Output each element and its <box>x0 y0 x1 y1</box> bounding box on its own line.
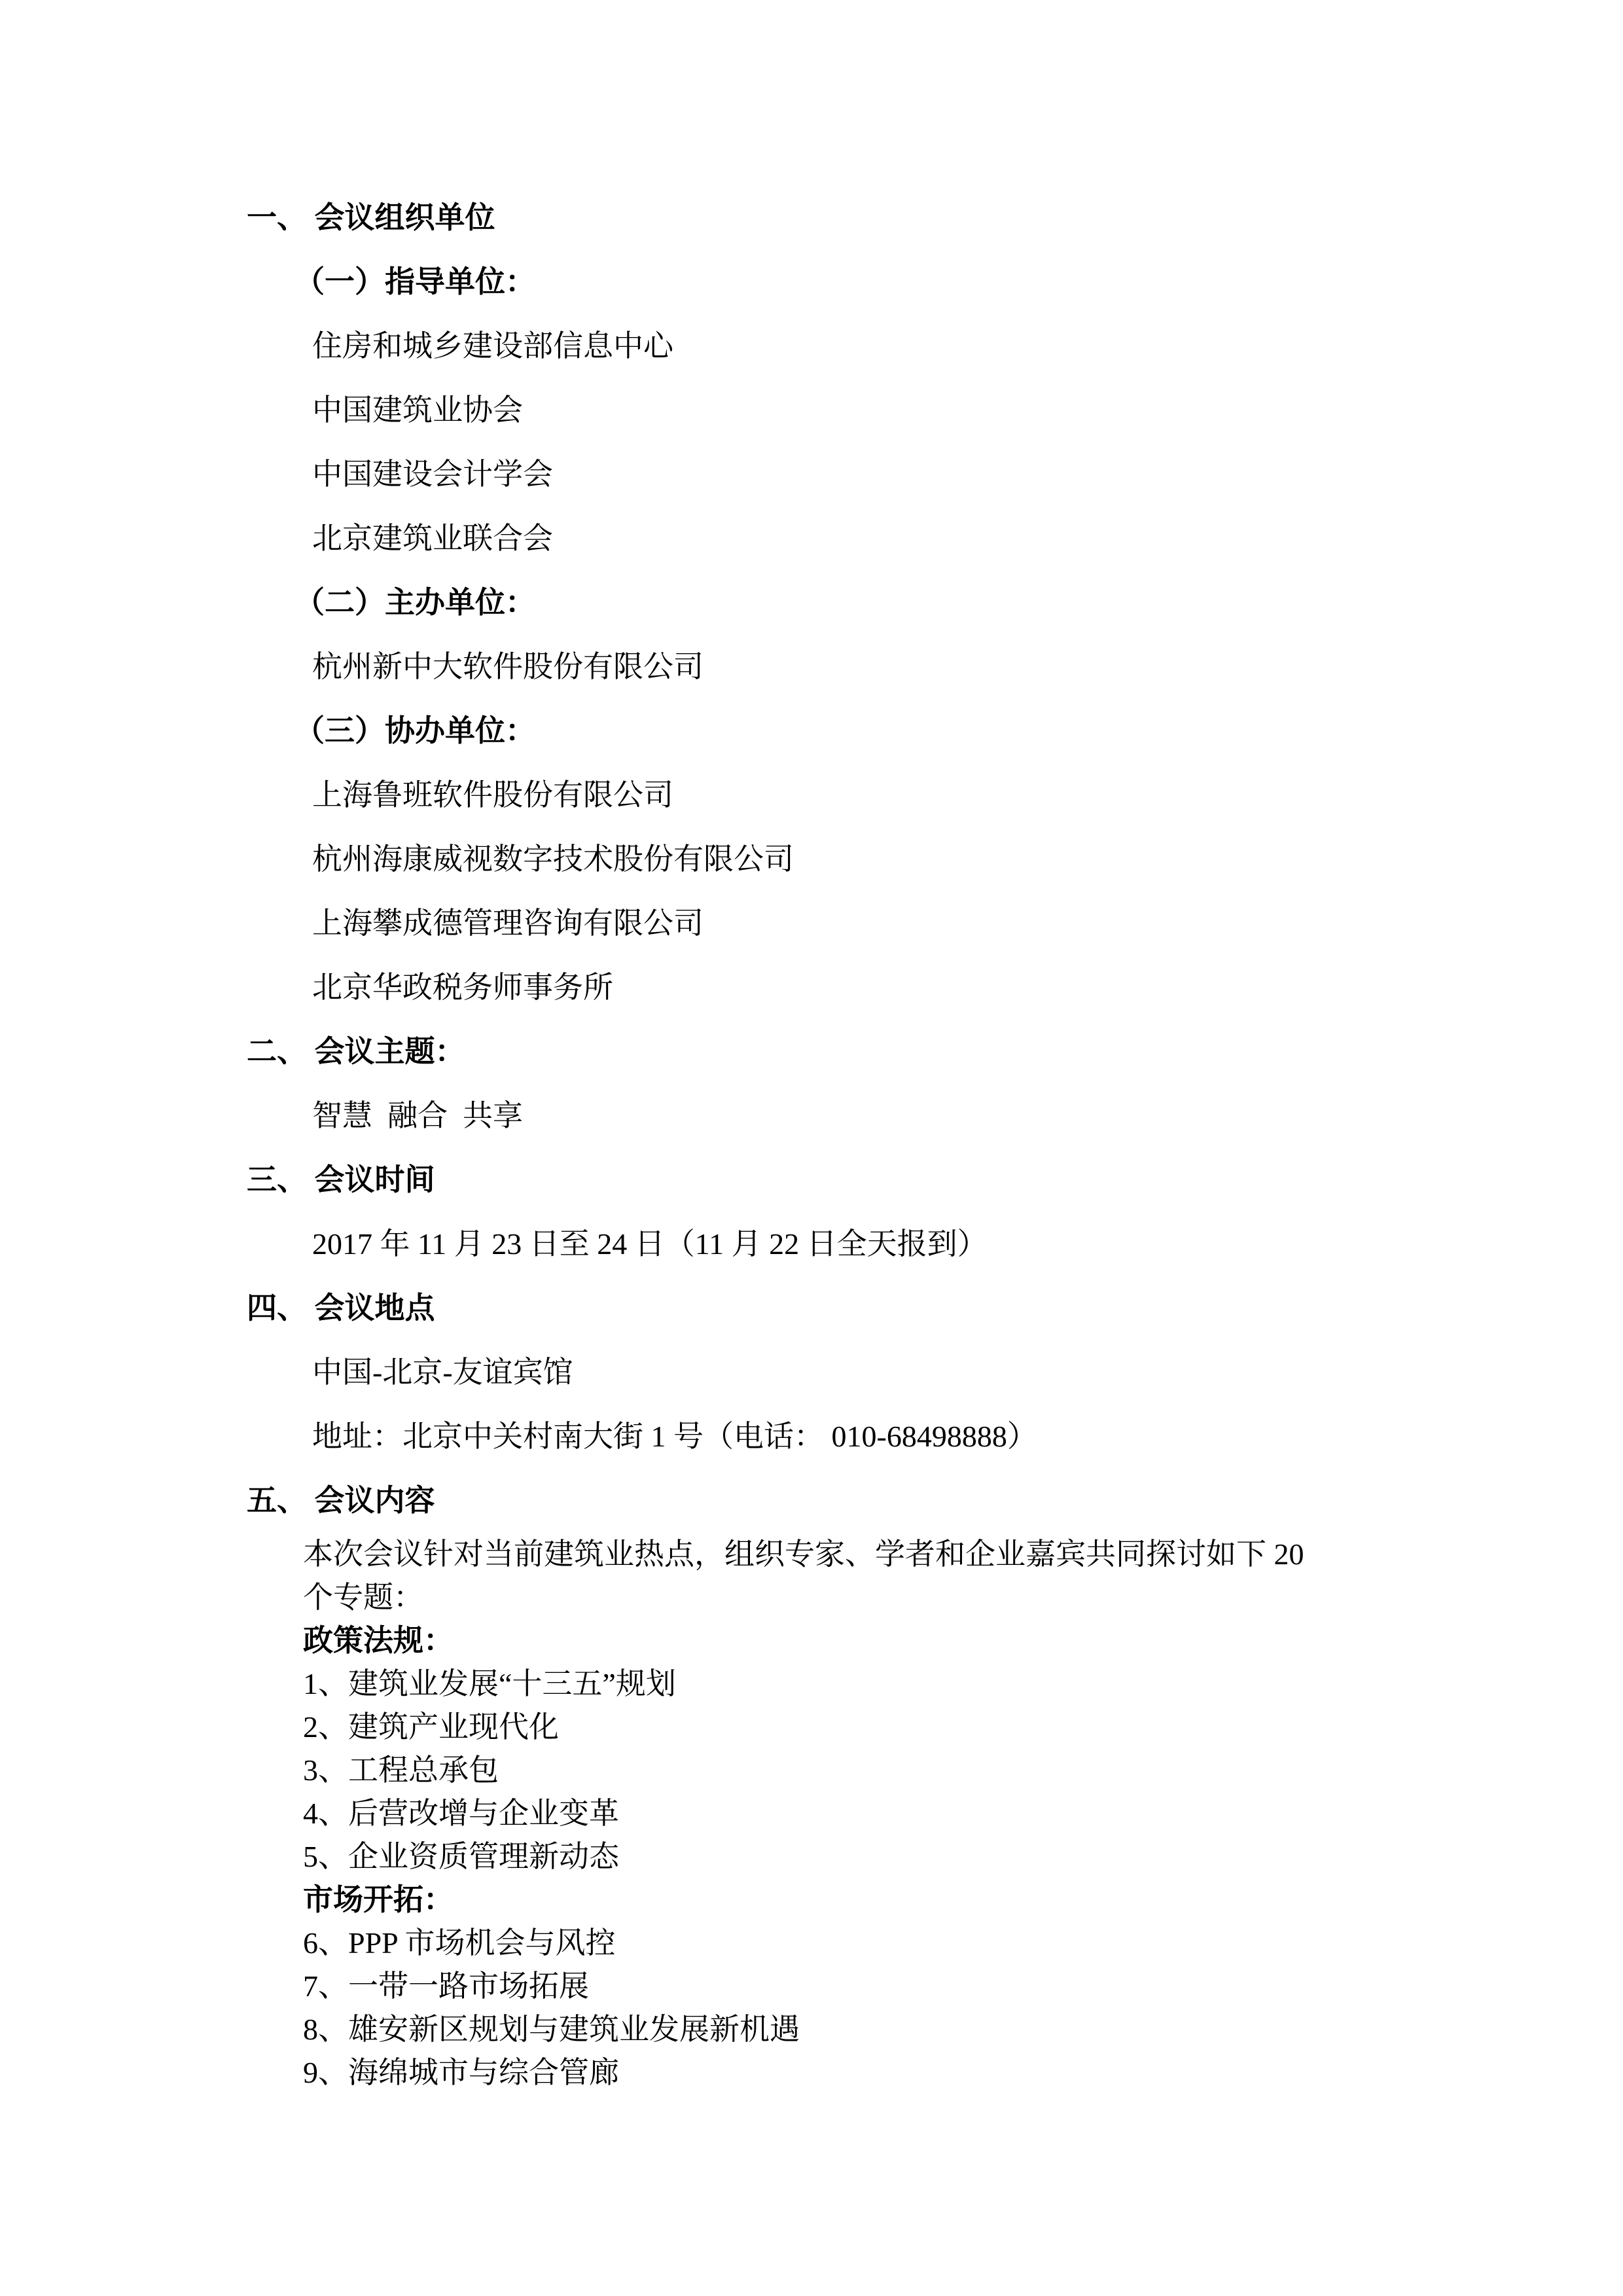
topic-item: 7、一带一路市场拓展 <box>303 1969 589 2003</box>
topic-item: 1、建筑业发展“十三五”规划 <box>303 1667 676 1700</box>
address-text: 地址：北京中关村南大街 1 号（电话： 010-68498888） <box>312 1420 1037 1453</box>
heading-venue: 四、 会议地点 <box>247 1291 435 1325</box>
heading-theme: 二、 会议主题： <box>247 1035 465 1068</box>
org-name: 中国建筑业协会 <box>312 393 523 427</box>
intro-text-line2: 个专题： <box>303 1581 423 1614</box>
heading-content: 五、 会议内容 <box>247 1484 435 1517</box>
org-name: 中国建设会计学会 <box>312 457 553 491</box>
intro-text-line1: 本次会议针对当前建筑业热点，组织专家、学者和企业嘉宾共同探讨如下 20 <box>303 1537 1304 1571</box>
theme-text: 智慧 融合 共享 <box>312 1099 523 1132</box>
org-name: 北京建筑业联合会 <box>312 522 553 555</box>
org-name: 杭州新中大软件股份有限公司 <box>312 650 704 683</box>
subheading-host-units: （二）主办单位： <box>294 586 535 619</box>
topic-item: 6、PPP 市场机会与风控 <box>303 1926 616 1960</box>
topic-item: 9、海绵城市与综合管廊 <box>303 2056 619 2089</box>
heading-time: 三、 会议时间 <box>247 1163 435 1196</box>
subheading-co-organizers: （三）协办单位： <box>294 714 535 747</box>
org-name: 杭州海康威视数字技术股份有限公司 <box>312 842 794 876</box>
topic-item: 2、建筑产业现代化 <box>303 1710 559 1744</box>
category-policy: 政策法规： <box>303 1624 454 1657</box>
org-name: 北京华政税务师事务所 <box>312 971 613 1004</box>
topic-item: 5、企业资质管理新动态 <box>303 1840 619 1873</box>
org-name: 上海攀成德管理咨询有限公司 <box>312 906 704 940</box>
topic-item: 4、后营改增与企业变革 <box>303 1797 619 1830</box>
venue-text: 中国-北京-友谊宾馆 <box>312 1355 573 1389</box>
category-market: 市场开拓： <box>303 1883 454 1916</box>
subheading-guiding-units: （一）指导单位： <box>294 265 535 298</box>
topic-item: 8、雄安新区规划与建筑业发展新机遇 <box>303 2013 800 2046</box>
org-name: 住房和城乡建设部信息中心 <box>312 329 673 363</box>
org-name: 上海鲁班软件股份有限公司 <box>312 778 673 812</box>
topic-item: 3、工程总承包 <box>303 1753 499 1787</box>
time-text: 2017 年 11 月 23 日至 24 日（11 月 22 日全天报到） <box>312 1227 988 1261</box>
heading-organizers: 一、 会议组织单位 <box>247 201 495 234</box>
